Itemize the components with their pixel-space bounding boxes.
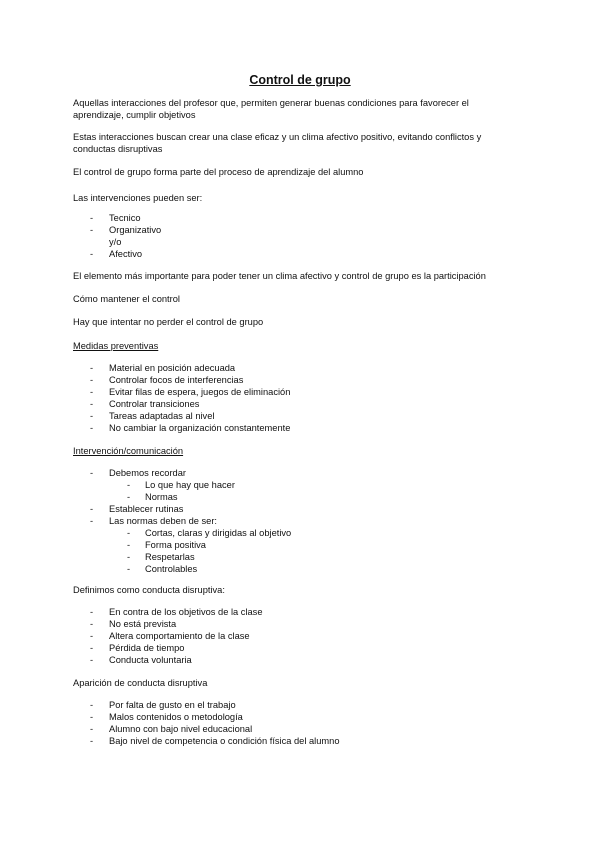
sub-list-item: Forma positiva <box>145 540 206 550</box>
bullet-dash: - <box>127 564 131 574</box>
list-item: Conducta voluntaria <box>109 655 192 665</box>
sub-list-item: Controlables <box>145 564 198 574</box>
bullet-dash: - <box>90 655 94 665</box>
paragraph: Definimos como conducta disruptiva: <box>73 585 225 595</box>
bullet-dash: - <box>90 423 94 433</box>
sub-list-item: Cortas, claras y dirigidas al objetivo <box>145 528 292 538</box>
paragraph: El elemento más importante para poder tener un clima afectivo y control de grupo es la participación <box>73 271 486 281</box>
list-item: Tecnico <box>109 213 141 223</box>
list-item: No cambiar la organización constantemente <box>109 423 291 433</box>
bullet-dash: - <box>90 468 94 478</box>
section-heading-medidas: Medidas preventivas <box>73 341 159 351</box>
bullet-dash: - <box>127 492 131 502</box>
paragraph: Aparición de conducta disruptiva <box>73 678 208 688</box>
list-item: Las normas deben de ser: <box>109 516 218 526</box>
bullet-dash: - <box>90 375 94 385</box>
list-item: Malos contenidos o metodología <box>109 712 243 722</box>
list-item: Debemos recordar <box>109 468 186 478</box>
bullet-dash: - <box>90 619 94 629</box>
paragraph: Las intervenciones pueden ser: <box>73 193 203 203</box>
bullet-dash: - <box>90 700 94 710</box>
list-item: Afectivo <box>109 249 143 259</box>
bullet-dash: - <box>90 516 94 526</box>
paragraph: El control de grupo forma parte del proceso de aprendizaje del alumno <box>73 167 364 177</box>
paragraph-line: aprendizaje, cumplir objetivos <box>73 110 196 120</box>
bullet-dash: - <box>90 399 94 409</box>
list-item: Evitar filas de espera, juegos de eliminación <box>109 387 291 397</box>
list-item: Controlar focos de interferencias <box>109 375 244 385</box>
bullet-dash: - <box>90 504 94 514</box>
paragraph-line: conductas disruptivas <box>73 144 163 154</box>
bullet-dash: - <box>90 411 94 421</box>
paragraph-line: Estas interacciones buscan crear una clase eficaz y un clima afectivo positivo, evitando conflictos y <box>73 132 482 142</box>
paragraph: Hay que intentar no perder el control de grupo <box>73 317 264 327</box>
paragraph: Cómo mantener el control <box>73 294 180 304</box>
bullet-dash: - <box>90 387 94 397</box>
list-item: Tareas adaptadas al nivel <box>109 411 215 421</box>
bullet-dash: - <box>90 363 94 373</box>
bullet-dash: - <box>127 528 131 538</box>
list-item: Pérdida de tiempo <box>109 643 185 653</box>
bullet-dash: - <box>90 213 94 223</box>
list-item: Establecer rutinas <box>109 504 184 514</box>
list-item: No está prevista <box>109 619 177 629</box>
sub-list-item: Respetarlas <box>145 552 195 562</box>
list-item: En contra de los objetivos de la clase <box>109 607 263 617</box>
bullet-dash: - <box>90 643 94 653</box>
bullet-dash: - <box>90 736 94 746</box>
list-item: Bajo nivel de competencia o condición física del alumno <box>109 736 340 746</box>
list-item: Por falta de gusto en el trabajo <box>109 700 236 710</box>
bullet-dash: - <box>90 724 94 734</box>
list-item: Altera comportamiento de la clase <box>109 631 250 641</box>
sub-list-item: Lo que hay que hacer <box>145 480 235 490</box>
list-item: Material en posición adecuada <box>109 363 236 373</box>
sub-list-item: Normas <box>145 492 178 502</box>
list-item: y/o <box>109 237 122 247</box>
bullet-dash: - <box>127 540 131 550</box>
list-item: Controlar transiciones <box>109 399 200 409</box>
bullet-dash: - <box>127 480 131 490</box>
bullet-dash: - <box>90 225 94 235</box>
bullet-dash: - <box>90 249 94 259</box>
document-title: Control de grupo <box>249 73 351 87</box>
bullet-dash: - <box>90 631 94 641</box>
bullet-dash: - <box>90 712 94 722</box>
list-item: Organizativo <box>109 225 162 235</box>
bullet-dash: - <box>127 552 131 562</box>
section-heading-intervencion: Intervención/comunicación <box>73 446 184 456</box>
paragraph-line: Aquellas interacciones del profesor que, permiten generar buenas condiciones para favorecer el <box>73 98 469 108</box>
list-item: Alumno con bajo nivel educacional <box>109 724 253 734</box>
bullet-dash: - <box>90 607 94 617</box>
